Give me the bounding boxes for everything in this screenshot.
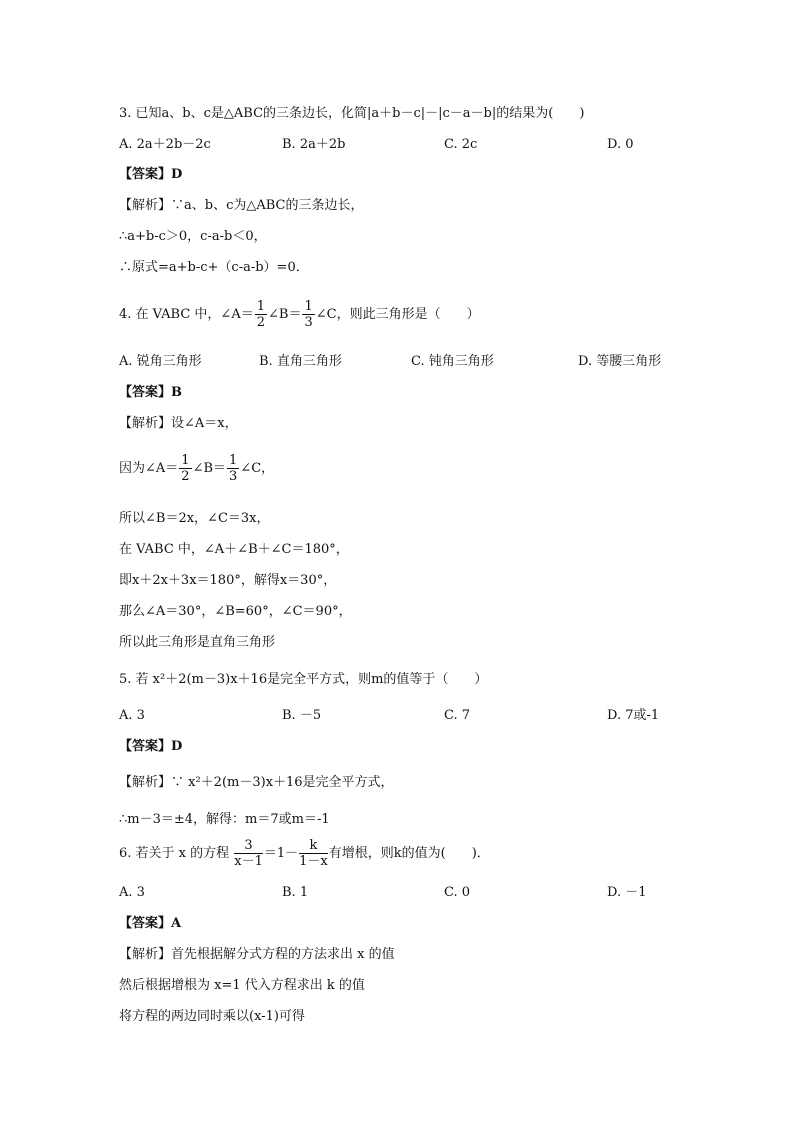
q5-analysis-line: ∴m－3＝±4，解得：m＝7或m＝-1	[119, 812, 330, 827]
q5-option-c: C. 7	[444, 708, 471, 723]
q4-stem-fraction-2	[302, 299, 314, 330]
q3-option-c: C. 2c	[444, 137, 478, 152]
fraction-numerator: 1	[304, 299, 313, 314]
q4-answer: 【答案】B	[119, 385, 182, 400]
fraction-numerator: k	[299, 838, 328, 854]
q5-option-b: B. －5	[282, 708, 322, 723]
q5-analysis-line: 【解析】∵ x²＋2(m－3)x＋16是完全平方式，	[119, 775, 394, 790]
q6-option-c: C. 0	[444, 885, 471, 900]
q6-stem	[119, 837, 490, 871]
q4-analysis-prefix: 因为∠A＝	[119, 461, 179, 476]
q4-option-a: A. 锐角三角形	[119, 354, 202, 369]
fraction-numerator: 3	[234, 838, 263, 854]
q3-option-b: B. 2a＋2b	[282, 137, 346, 152]
fraction-denominator: x－1	[234, 854, 263, 869]
q6-analysis-line: 【解析】首先根据解分式方程的方法求出 x 的值	[119, 947, 395, 962]
fraction-numerator: 1	[256, 299, 265, 314]
q6-stem-fraction-2	[299, 838, 328, 869]
q4-option-d: D. 等腰三角形	[578, 354, 662, 369]
q4-option-c: C. 钝角三角形	[411, 354, 494, 369]
q4-stem	[119, 298, 480, 332]
q6-stem-prefix: 6. 若关于 x 的方程	[119, 846, 234, 861]
q4-stem-mid: ∠B＝	[268, 307, 302, 322]
q5-answer: 【答案】D	[119, 739, 183, 754]
q4-analysis-line: 所以∠B＝2x，∠C＝3x，	[119, 511, 270, 526]
q5-option-d: D. 7或-1	[607, 708, 660, 723]
fraction-denominator: 3	[229, 469, 238, 484]
fraction-denominator: 1－x	[299, 854, 328, 869]
q3-stem: 3. 已知a、b、c是△ABC的三条边长，化简|a＋b－c|－|c－a－b|的结果为( )	[119, 106, 585, 121]
q6-option-b: B. 1	[282, 885, 309, 900]
q4-analysis-suffix: ∠C，	[240, 461, 275, 476]
q4-analysis-line: 即x＋2x＋3x＝180°，解得x＝30°，	[119, 573, 337, 588]
q3-analysis-line: 【解析】∵a、b、c为△ABC的三条边长，	[119, 198, 364, 213]
fraction-numerator: 1	[181, 453, 190, 468]
q4-stem-prefix: 4. 在 VABC 中，∠A＝	[119, 307, 254, 322]
q6-stem-mid: ＝1－	[263, 846, 299, 861]
fraction-denominator: 2	[181, 469, 190, 484]
q4-stem-suffix: ∠C，则此三角形是（ ）	[315, 307, 480, 322]
q3-analysis-line: ∴原式=a+b-c+（c-a-b）=0．	[119, 260, 309, 275]
q4-analysis-fraction-1	[179, 453, 191, 484]
fraction-numerator: 1	[229, 453, 238, 468]
q4-analysis-line: 在 VABC 中，∠A＋∠B＋∠C＝180°，	[119, 542, 349, 557]
q6-stem-suffix: 有增根，则k的值为( )．	[328, 846, 490, 861]
q4-analysis-fraction-2	[227, 453, 239, 484]
q3-option-d: D. 0	[607, 137, 634, 152]
fraction-denominator: 3	[304, 315, 313, 330]
q6-analysis-line: 然后根据增根为 x=1 代入方程求出 k 的值	[119, 978, 365, 993]
q4-analysis-line: 所以此三角形是直角三角形	[119, 635, 276, 650]
q4-analysis-mid: ∠B＝	[192, 461, 227, 476]
q5-stem: 5. 若 x²＋2(m－3)x＋16是完全平方式，则m的值等于（ ）	[119, 672, 488, 687]
q3-option-a: A. 2a＋2b－2c	[119, 137, 211, 152]
q3-analysis-line: ∴a+b-c＞0，c-a-b＜0，	[119, 229, 267, 244]
q6-analysis-line: 将方程的两边同时乘以(x-1)可得	[119, 1009, 305, 1024]
fraction-denominator: 2	[256, 315, 265, 330]
q6-stem-fraction-1	[234, 838, 263, 869]
q4-analysis-line	[119, 452, 274, 486]
q4-option-b: B. 直角三角形	[259, 354, 342, 369]
q3-answer: 【答案】D	[119, 167, 183, 182]
q6-answer: 【答案】A	[119, 916, 182, 931]
q4-analysis-line: 那么∠A＝30°，∠B=60°，∠C＝90°，	[119, 604, 352, 619]
q6-option-d: D. －1	[607, 885, 647, 900]
q6-option-a: A. 3	[119, 885, 145, 900]
q5-option-a: A. 3	[119, 708, 145, 723]
q4-analysis-line: 【解析】设∠A＝x，	[119, 416, 238, 431]
q4-stem-fraction-1	[255, 299, 267, 330]
